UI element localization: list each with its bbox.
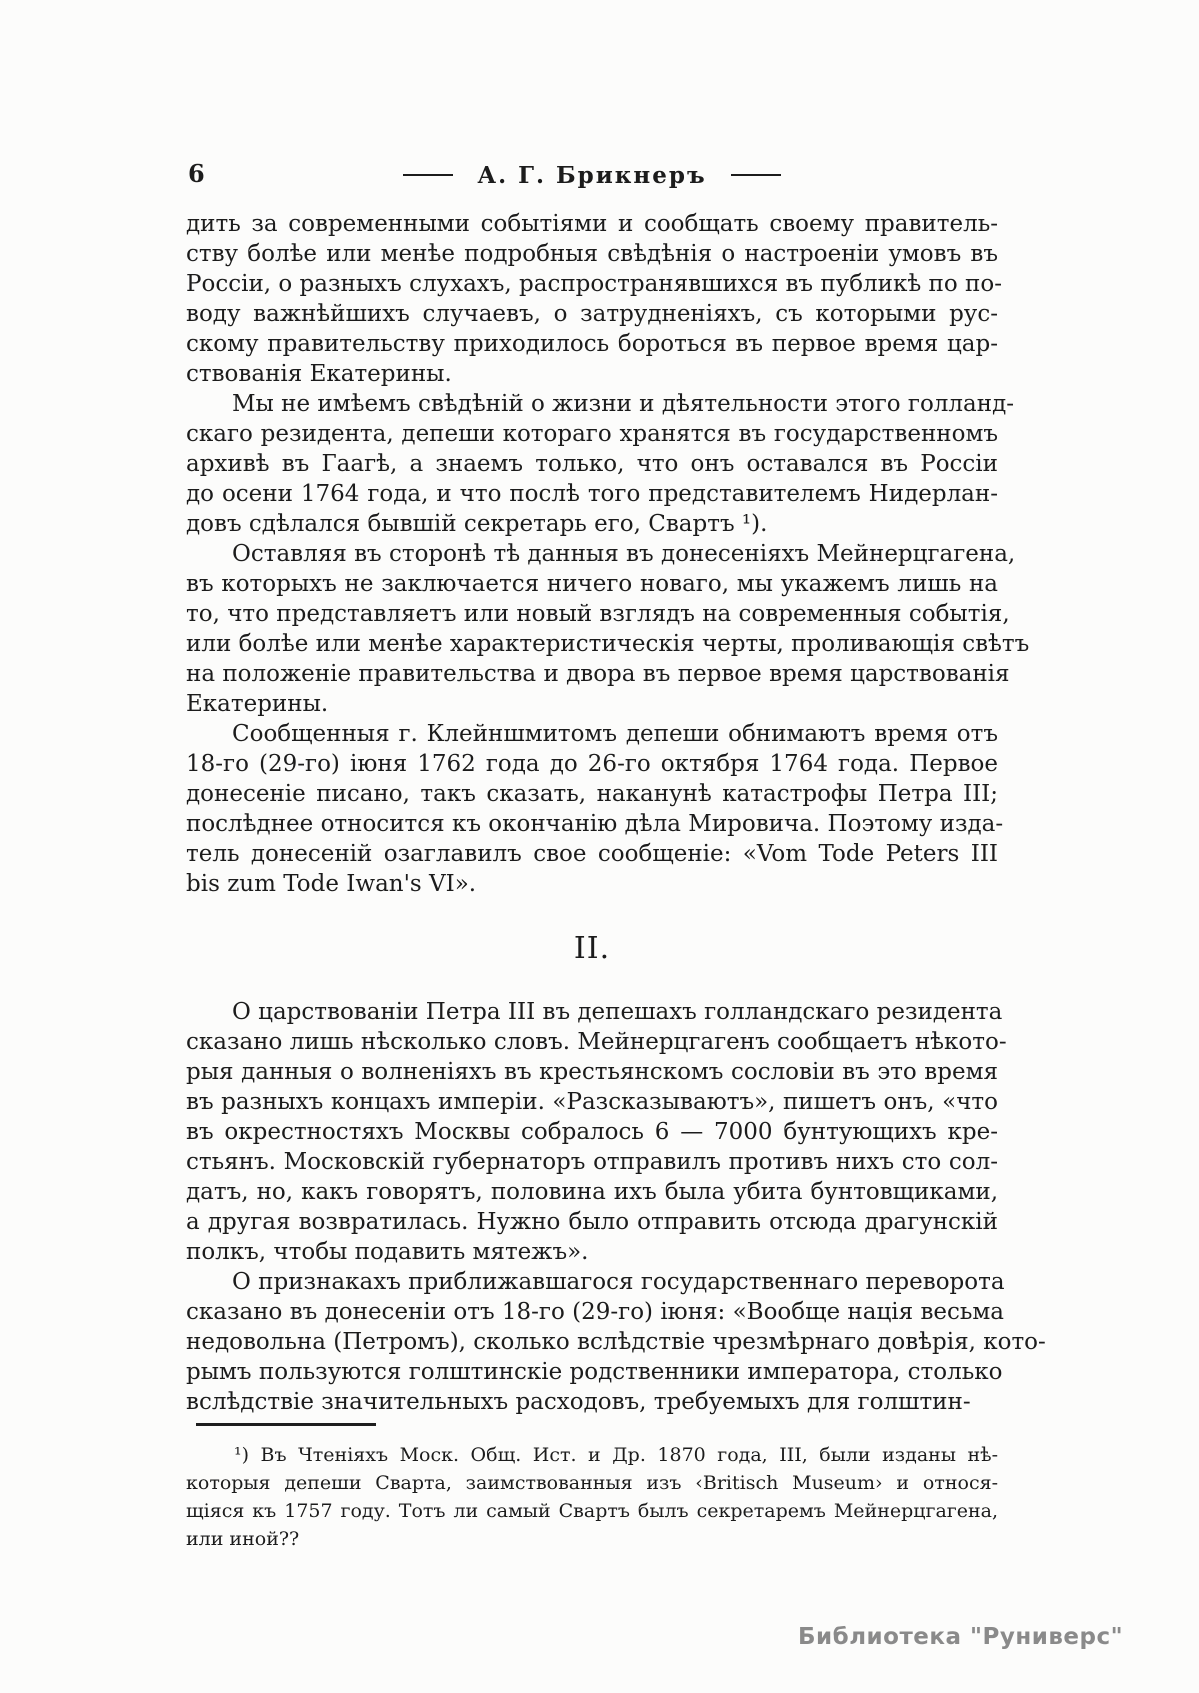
header-rule-left	[403, 174, 453, 176]
running-title-text: А. Г. Брикнеръ	[477, 161, 707, 189]
text-line: Сообщенныя г. Клейншмитомъ депеши обнимаютъ время отъ	[232, 721, 998, 747]
footnote-line: щіяся къ 1757 году. Тотъ ли самый Свартъ былъ секретаремъ Мейнерцгагена,	[186, 1500, 998, 1522]
text-line: Мы не имѣемъ свѣдѣній о жизни и дѣятельности этого голланд-	[232, 391, 1014, 417]
page-number: 6	[188, 159, 205, 188]
text-line: ству болѣе или менѣе подробныя свѣдѣнія о настроеніи умовъ въ	[186, 241, 998, 267]
paragraph	[186, 997, 1007, 1267]
library-watermark: Библиотека "Руниверс"	[798, 1624, 1124, 1650]
text-line: недовольна (Петромъ), сколько вслѣдствіе чрезмѣрнаго довѣрія, кото-	[186, 1329, 1046, 1355]
footnote-separator	[196, 1423, 376, 1426]
text-line: стьянъ. Московскій губернаторъ отправилъ противъ нихъ сто сол-	[186, 1149, 998, 1175]
text-line: сказано лишь нѣсколько словъ. Мейнерцгагенъ сообщаетъ нѣкото-	[186, 1029, 1007, 1055]
text-line: послѣднее относится къ окончанію дѣла Мировича. Поэтому изда-	[186, 811, 1004, 837]
text-line: донесеніе писано, такъ сказать, наканунѣ катастрофы Петра III;	[186, 781, 998, 807]
footnote-line: ¹) Въ Чтеніяхъ Моск. Общ. Ист. и Др. 1870 года, III, были изданы нѣ-	[234, 1444, 998, 1466]
running-title	[186, 158, 998, 192]
text-line: рыя данныя о волненіяхъ въ крестьянскомъ сословіи въ это время	[186, 1059, 998, 1085]
text-line: скому правительству приходилось бороться въ первое время цар-	[186, 331, 998, 357]
paragraph	[186, 1267, 1046, 1417]
text-line: сказано въ донесеніи отъ 18-го (29-го) іюня: «Вообще нація весьма	[186, 1299, 1005, 1325]
footnote-line: которыя депеши Сварта, заимствованныя изъ ‹Britisch Museum› и относя-	[186, 1472, 998, 1494]
paragraph	[186, 719, 1004, 899]
text-line: рымъ пользуются голштинскіе родственники императора, столько	[186, 1359, 1003, 1385]
body-text	[186, 209, 1046, 1417]
text-line: О царствованіи Петра III въ депешахъ голландскаго резидента	[232, 999, 1003, 1025]
paragraph	[186, 209, 1002, 389]
text-line: въ разныхъ концахъ имперіи. «Разсказываютъ», пишетъ онъ, «что	[186, 1089, 998, 1115]
text-line: ствованія Екатерины.	[186, 361, 452, 387]
text-line: или болѣе или менѣе характеристическія черты, проливающія свѣтъ	[186, 631, 1030, 657]
text-line: 18-го (29-го) іюня 1762 года до 26-го октября 1764 года. Первое	[186, 751, 998, 777]
text-line: архивѣ въ Гаагѣ, а знаемъ только, что онъ оставался въ Россіи	[186, 451, 998, 477]
paragraph	[186, 389, 1014, 539]
header-rule-right	[731, 174, 781, 176]
text-line: воду важнѣйшихъ случаевъ, о затрудненіяхъ, съ которыми рус-	[186, 301, 998, 327]
text-line: bis zum Tode Iwan's VI».	[186, 871, 477, 897]
text-line: О признакахъ приближавшагося государственнаго переворота	[232, 1269, 1005, 1295]
footnote-line: или иной??	[186, 1528, 300, 1550]
text-line: на положеніе правительства и двора въ первое время царствованія	[186, 661, 1010, 687]
text-line: скаго резидента, депеши котораго хранятся въ государственномъ	[186, 421, 998, 447]
text-line: тель донесеній озаглавилъ свое сообщеніе: «Vom Tode Peters III	[186, 841, 998, 867]
text-line: дить за современными событіями и сообщать своему правитель-	[186, 211, 998, 237]
text-line: то, что представляетъ или новый взглядъ на современныя событія,	[186, 601, 1010, 627]
text-line: въ окрестностяхъ Москвы собралось 6 — 7000 бунтующихъ кре-	[186, 1119, 998, 1145]
text-line: датъ, но, какъ говорятъ, половина ихъ была убита бунтовщиками,	[186, 1179, 998, 1205]
page-header	[186, 158, 998, 192]
footnote	[186, 1441, 998, 1553]
text-line: Екатерины.	[186, 691, 329, 717]
text-line: полкъ, чтобы подавить мятежъ».	[186, 1239, 589, 1265]
text-line: а другая возвратилась. Нужно было отправить отсюда драгунскій	[186, 1209, 998, 1235]
text-line: Россіи, о разныхъ слухахъ, распространявшихся въ публикѣ по по-	[186, 271, 1002, 297]
text-line: Оставляя въ сторонѣ тѣ данныя въ донесеніяхъ Мейнерцгагена,	[232, 541, 1016, 567]
text-line: довъ сдѣлался бывшій секретарь его, Свартъ ¹).	[186, 511, 768, 537]
section-heading: II.	[573, 931, 611, 966]
text-line: вслѣдствіе значительныхъ расходовъ, требуемыхъ для голштин-	[186, 1389, 971, 1415]
text-line: до осени 1764 года, и что послѣ того представителемъ Нидерлан-	[186, 481, 998, 507]
text-line: въ которыхъ не заключается ничего новаго, мы укажемъ лишь на	[186, 571, 998, 597]
paragraph	[186, 539, 1030, 719]
